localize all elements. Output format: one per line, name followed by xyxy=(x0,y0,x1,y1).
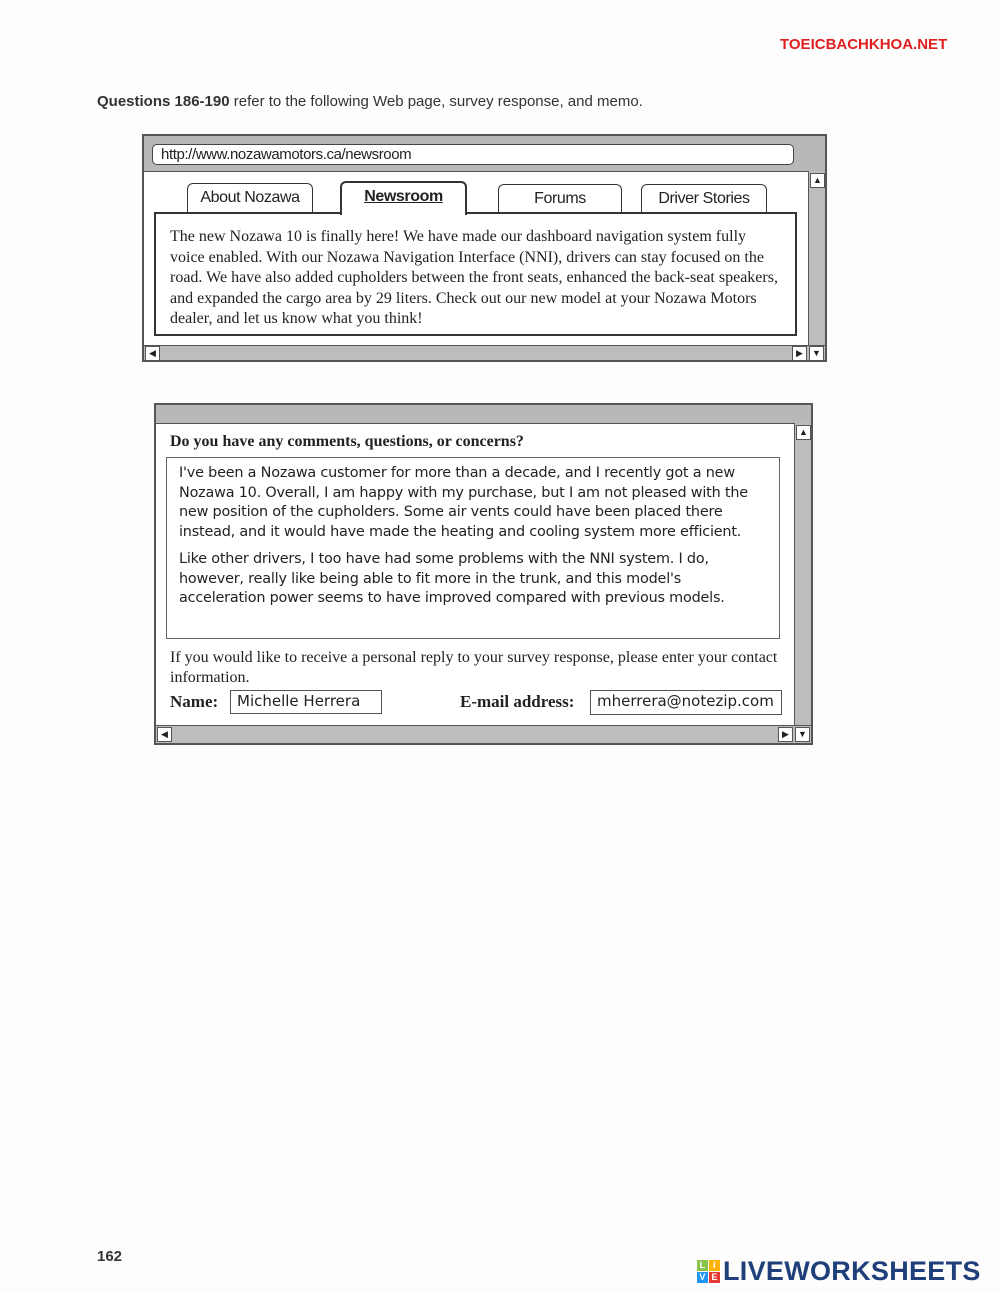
tab-driver-stories[interactable]: Driver Stories xyxy=(641,184,767,214)
scroll-up-icon[interactable]: ▲ xyxy=(796,425,811,440)
survey-question: Do you have any comments, questions, or concerns? xyxy=(170,433,524,450)
newsroom-article: The new Nozawa 10 is finally here! We have made our dashboard navigation system fully voice enabled. With our Nozawa Navigation Interface (NNI), drivers can stay focused on the road. We have also added cupholders between the front seats, enhanced the back-seat speakers, and expanded the cargo area by 29 liters. Check out our new model at your Nozawa Motors dealer, and let us know what you think! xyxy=(154,212,797,336)
scroll-left-icon[interactable]: ◀ xyxy=(157,727,172,742)
response-paragraph-1: I've been a Nozawa customer for more than a decade, and I recently got a new Nozawa 10. Overall, I am happy with my purchase, but I am not pleased with the new position of the cupholders. Some air vents could have been placed there instead, and it would have made the heating and cooling system more efficient. xyxy=(179,465,748,540)
badge-letter: V xyxy=(697,1272,708,1283)
tab-newsroom[interactable]: Newsroom xyxy=(340,181,467,215)
scroll-right-icon[interactable]: ▶ xyxy=(792,346,807,361)
vertical-scrollbar[interactable] xyxy=(794,423,811,725)
browser-window xyxy=(142,134,827,362)
scroll-right-icon[interactable]: ▶ xyxy=(778,727,793,742)
live-badge-icon xyxy=(697,1260,720,1283)
scroll-left-icon[interactable]: ◀ xyxy=(145,346,160,361)
badge-letter: L xyxy=(697,1260,708,1271)
scroll-down-icon[interactable]: ▼ xyxy=(809,346,824,361)
response-paragraph-2: Like other drivers, I too have had some problems with the NNI system. I do, however, really like being able to fit more in the trunk, and this model's acceleration power seems to have improved compared with previous models. xyxy=(179,551,725,606)
watermark-text: TOEICBACHKHOA.NET xyxy=(780,36,948,53)
tab-forums[interactable]: Forums xyxy=(498,184,622,214)
horizontal-scrollbar[interactable] xyxy=(156,725,811,743)
survey-window xyxy=(154,403,813,745)
browser-viewport xyxy=(144,171,808,345)
question-heading xyxy=(97,93,643,110)
email-label: E-mail address: xyxy=(460,692,575,711)
tab-about-nozawa[interactable]: About Nozawa xyxy=(187,183,313,213)
logo-text: LIVEWORKSHEETS xyxy=(723,1256,981,1286)
badge-letter: E xyxy=(709,1272,720,1283)
url-bar[interactable]: http://www.nozawamotors.ca/newsroom xyxy=(152,144,794,165)
vertical-scrollbar[interactable] xyxy=(808,171,825,345)
name-label: Name: xyxy=(170,692,219,711)
liveworksheets-logo xyxy=(697,1256,981,1287)
badge-letter: I xyxy=(709,1260,720,1271)
survey-response-box[interactable] xyxy=(166,457,780,639)
scroll-down-icon[interactable]: ▼ xyxy=(795,727,810,742)
horizontal-scrollbar[interactable] xyxy=(144,345,825,360)
reply-note: If you would like to receive a personal reply to your survey response, please enter your contact information. xyxy=(170,649,778,686)
name-input[interactable]: Michelle Herrera xyxy=(230,690,382,714)
question-range: Questions 186-190 xyxy=(97,93,230,110)
survey-viewport xyxy=(156,423,794,725)
email-input[interactable]: mherrera@notezip.com xyxy=(590,690,782,715)
question-instruction: refer to the following Web page, survey response, and memo. xyxy=(229,93,643,110)
scroll-up-icon[interactable]: ▲ xyxy=(810,173,825,188)
page-number: 162 xyxy=(97,1248,123,1265)
